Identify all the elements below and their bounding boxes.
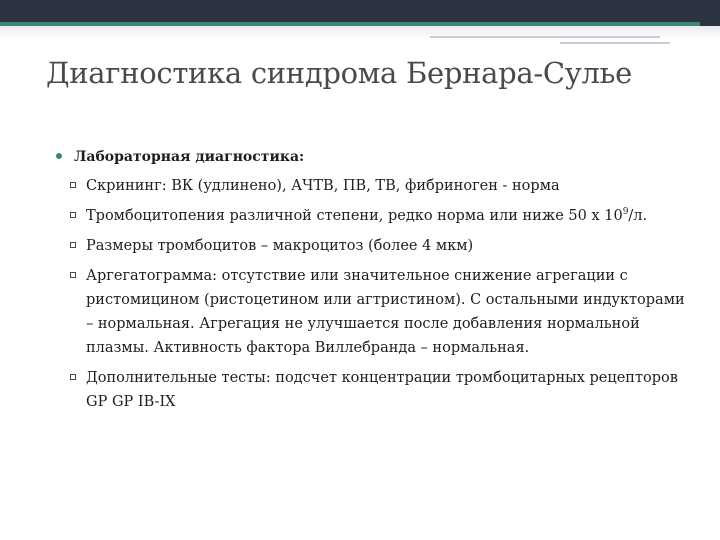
section-heading: Лабораторная диагностика:	[74, 149, 305, 165]
list-item	[56, 204, 686, 228]
list-item-text: Тромбоцитопения различной степени, редко норма или ниже 50 х 10	[86, 208, 623, 224]
list-item	[56, 174, 686, 198]
superscript: 9	[622, 207, 629, 218]
slide-title: Диагностика синдрома Бернара-Сулье	[46, 56, 632, 90]
list-item	[56, 264, 686, 360]
list-item-text: Размеры тромбоцитов – макроцитоз (более 4 мкм)	[86, 238, 474, 254]
square-bullet-icon	[70, 374, 76, 380]
square-bullet-icon	[70, 272, 76, 278]
list-item-text-suffix: /л.	[628, 208, 648, 224]
top-bar-dark	[0, 0, 720, 22]
list-item-text: Аргегатограмма: отсутствие или значительное снижение агрегации с ристомицином (ристоцетином или агтристином). С остальными индукторами – нормальная. Агрегация не улучшается после добавления нормальной плазмы. Активность фактора Виллебранда – нормальная.	[86, 268, 685, 356]
shadow-line	[430, 36, 660, 38]
bullet-dot-icon	[56, 153, 62, 159]
list-item-text: Скрининг: ВК (удлинено), АЧТВ, ПВ, ТВ, фибриноген - норма	[86, 178, 560, 194]
square-bullet-icon	[70, 182, 76, 188]
square-bullet-icon	[70, 212, 76, 218]
top-decorative-bar	[0, 0, 720, 26]
sub-list	[56, 174, 686, 414]
section-heading-item	[56, 146, 686, 168]
square-bullet-icon	[70, 242, 76, 248]
shadow-line	[560, 42, 670, 44]
list-item	[56, 234, 686, 258]
list-item-text: Дополнительные тесты: подсчет концентрации тромбоцитарных рецепторов GP GP IB-IX	[86, 370, 678, 410]
slide-content	[56, 146, 686, 420]
list-item	[56, 366, 686, 414]
